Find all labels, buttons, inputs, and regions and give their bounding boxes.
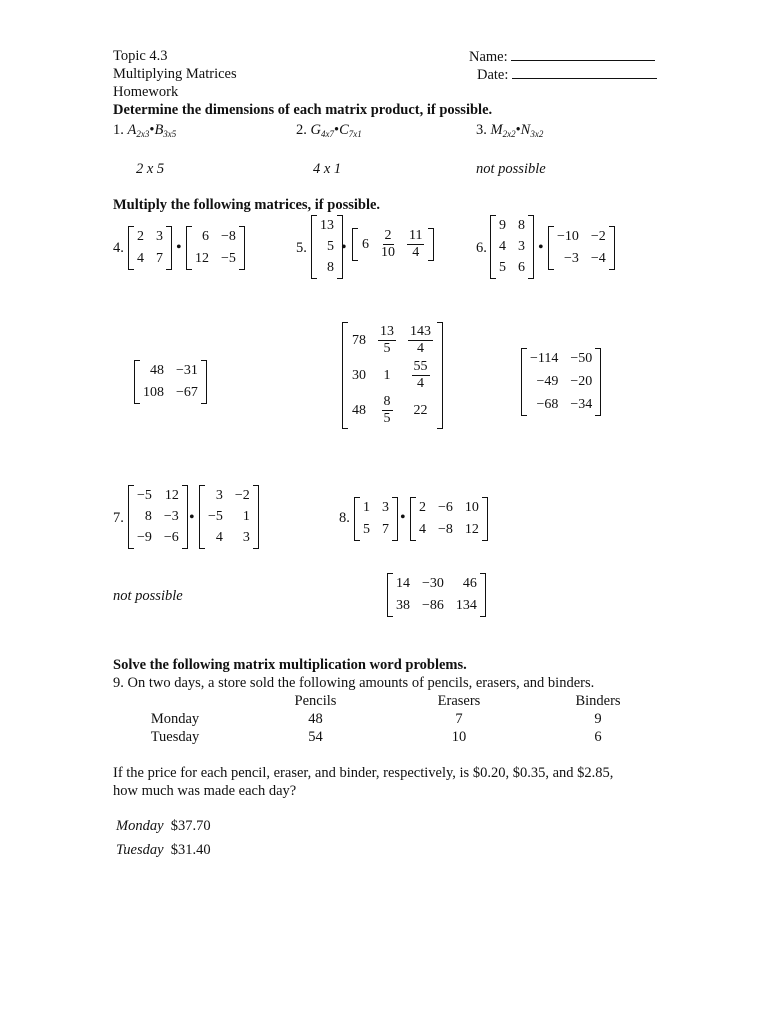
answer-monday: Monday $37.70 (116, 818, 211, 834)
table-cell: 48 (308, 710, 323, 727)
table-cell: 54 (308, 728, 323, 745)
table-cell: 9 (594, 710, 602, 727)
answer-3: not possible (476, 161, 546, 177)
answer-1: 2 x 5 (136, 161, 165, 177)
question-line-1: If the price for each pencil, eraser, and binder, respectively, is $0.20, $0.35, and $2.85, (113, 765, 614, 781)
problem-4-matrix-a: 2 3 4 7 (128, 226, 172, 270)
question-line-2: how much was made each day? (113, 783, 297, 799)
problem-5-number: 5. (296, 240, 307, 256)
row-label: Monday (150, 710, 200, 727)
column-header: Binders (575, 692, 621, 709)
table-cell: 7 (455, 710, 463, 727)
problem-7-matrix-b: 3 −2 −5 1 4 3 (199, 485, 259, 549)
date-field[interactable] (477, 66, 657, 84)
column-header: Pencils (294, 692, 337, 709)
problem-2: 2. $G_{4x7}•C_{7x1}$ (296, 122, 362, 139)
table-row (128, 710, 687, 728)
section2-heading: Multiply the following matrices, if possible. (113, 197, 381, 213)
problem-9-intro: 9. On two days, a store sold the following amounts of pencils, erasers, and binders. (113, 675, 595, 691)
topic-label: Topic 4.3 (113, 48, 168, 64)
homework-label: Homework (113, 84, 179, 100)
name-field[interactable] (469, 48, 655, 66)
table-row (128, 728, 687, 746)
problem-5-answer-matrix: 78 $\frac{13}{5}$ $\frac{143}{4}$ 30 1 $\frac{55}{4}$ 48 $\frac{8}{5}$ 22 (342, 322, 443, 429)
problem-7-answer: not possible (113, 588, 183, 604)
problem-6-matrix-b: −10 −2 −3 −4 (548, 226, 615, 270)
problem-6-matrix-a: 9 8 4 3 5 6 (490, 215, 534, 279)
problem-8-number: 8. (339, 510, 350, 526)
row-label: Tuesday (150, 728, 200, 745)
problem-6-answer-matrix: −114 −50 −49 −20 −68 −34 (521, 348, 601, 416)
problem-8-answer-matrix: 14 −30 46 38 −86 134 (387, 573, 486, 617)
sales-table (128, 692, 687, 746)
table-header-row (128, 692, 687, 710)
multiply-dot: • (189, 509, 195, 526)
problem-5-matrix-b: 6 $\frac{2}{10}$ $\frac{11}{4}$ (352, 228, 434, 261)
problem-4-number: 4. (113, 240, 124, 256)
problem-6-number: 6. (476, 240, 487, 256)
column-header: Erasers (437, 692, 481, 709)
table-cell: 6 (594, 728, 602, 745)
answer-tuesday: Tuesday $31.40 (116, 842, 211, 858)
answer-2: 4 x 1 (313, 161, 342, 177)
subtitle-label: Multiplying Matrices (113, 66, 237, 82)
multiply-dot: • (176, 239, 182, 256)
multiply-dot: • (538, 239, 544, 256)
multiply-dot: • (341, 239, 347, 256)
problem-1: 1. $A_{2x3}•B_{3x5}$ (113, 122, 177, 139)
multiply-dot: • (400, 509, 406, 526)
problem-4-matrix-b: 6 −8 12 −5 (186, 226, 245, 270)
table-cell: 10 (451, 728, 467, 745)
problem-4-answer-matrix: 48 −31 108 −67 (134, 360, 207, 404)
problem-3: 3. $M_{2x2}•N_{3x2}$ (476, 122, 544, 139)
problem-7-matrix-a: −5 12 8 −3 −9 −6 (128, 485, 188, 549)
date-label: Date: (477, 67, 509, 83)
problem-8-matrix-a: 1 3 5 7 (354, 497, 398, 541)
name-label: Name: (469, 49, 508, 65)
name-blank[interactable] (511, 48, 655, 61)
section1-heading: Determine the dimensions of each matrix product, if possible. (113, 102, 493, 118)
problem-8-matrix-b: 2 −6 10 4 −8 12 (410, 497, 488, 541)
problem-7-number: 7. (113, 510, 124, 526)
section3-heading: Solve the following matrix multiplication word problems. (113, 657, 467, 673)
problem-5-matrix-a: 13 5 8 (311, 215, 343, 279)
date-blank[interactable] (512, 66, 657, 79)
